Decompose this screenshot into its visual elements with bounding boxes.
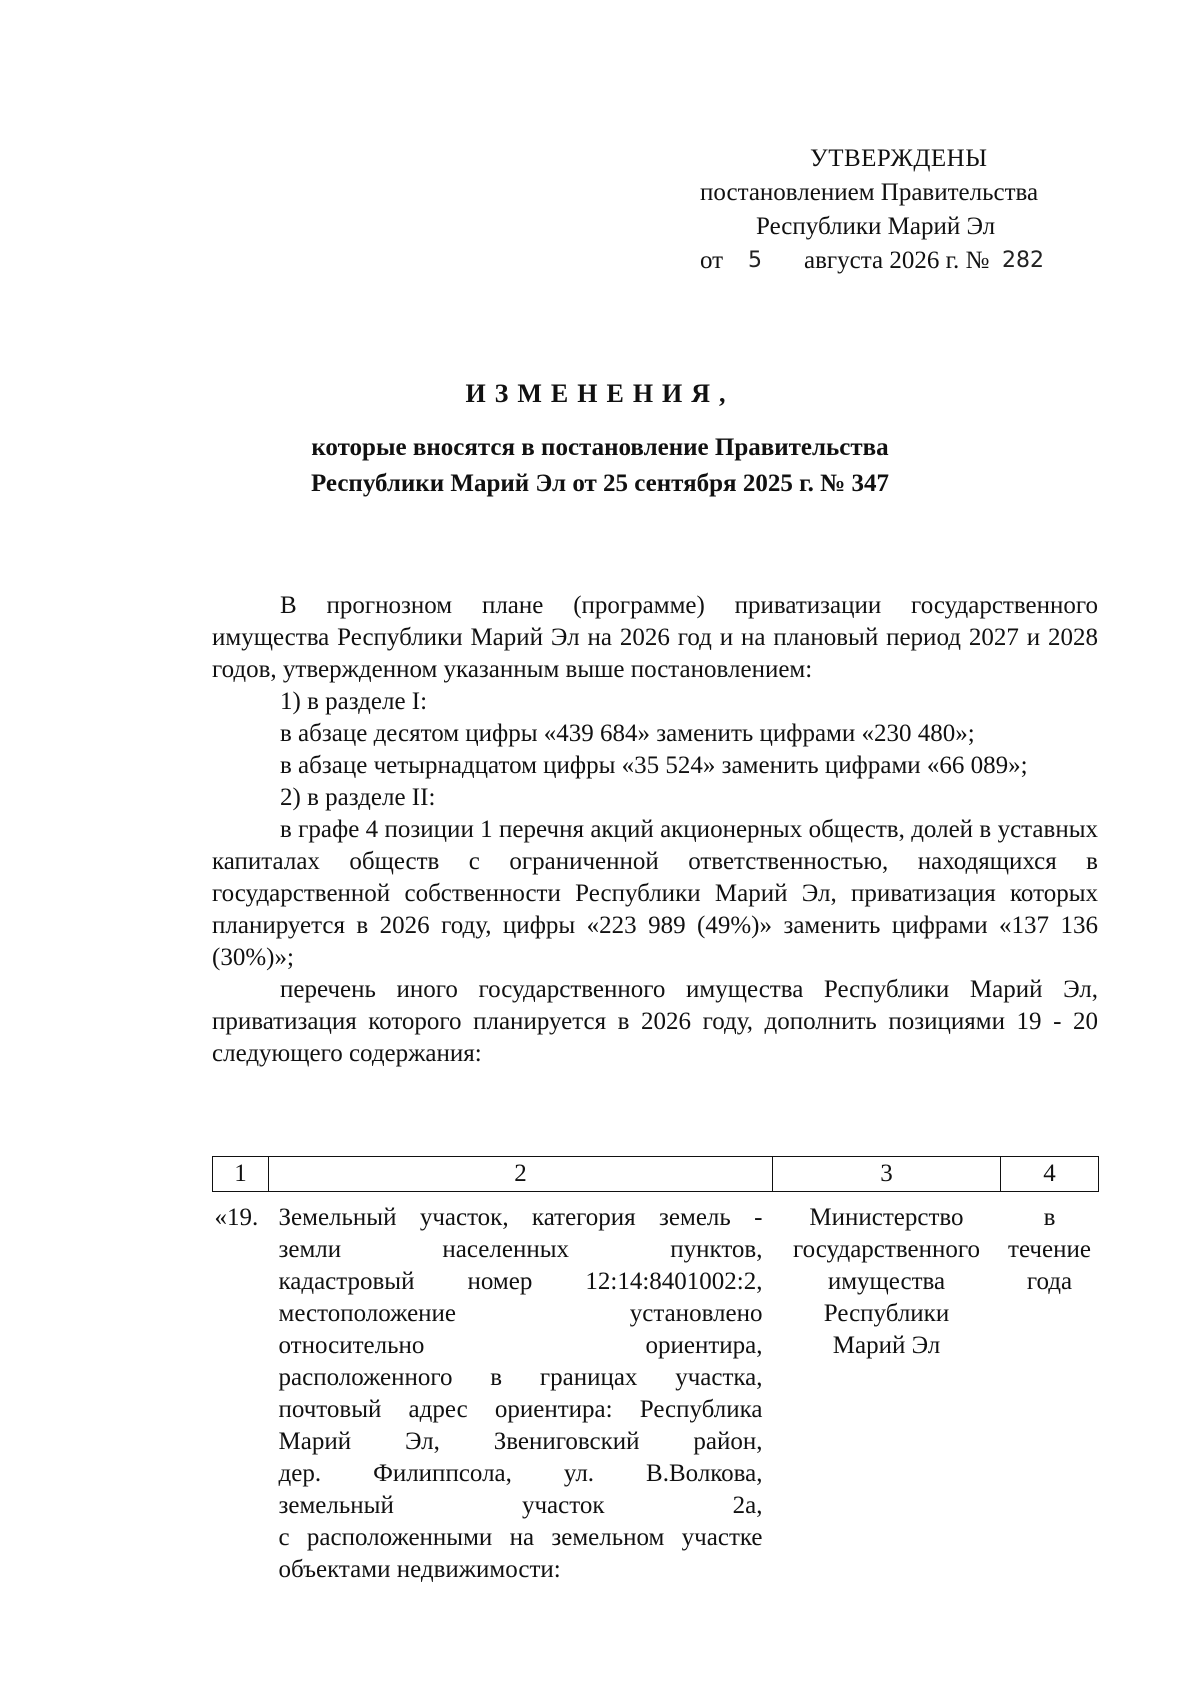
subtitle-line-2: Республики Марий Эл от 25 сентября 2025 г. № 347 [310, 470, 889, 497]
row-description [269, 1192, 773, 1587]
row-term [1001, 1192, 1099, 1587]
owner-line: государственного [793, 1236, 980, 1263]
subtitle-line-1: которые вносятся в постановление Правительства [311, 434, 889, 461]
desc-line: с расположенными на земельном участке [278, 1524, 763, 1551]
owner-line: Марий Эл [832, 1332, 941, 1359]
desc-line: почтовый адрес ориентира: Республика [278, 1396, 763, 1423]
row-owner [773, 1192, 1001, 1587]
approval-line-3: Республики Марий Эл [756, 213, 996, 240]
term-line: течение [1008, 1236, 1091, 1263]
desc-line: земли населенных пунктов, [278, 1236, 763, 1263]
header-col-3: 3 [773, 1157, 1001, 1192]
desc-line: Марий Эл, Звениговский район, [278, 1428, 763, 1455]
paragraph-change-4: перечень иного государственного имущества Республики Марий Эл, приватизация которого планируется в 2026 году, дополнить позициями 19 - 20 следующего содержания: [212, 976, 1098, 1067]
desc-line: объектами недвижимости: [278, 1556, 561, 1583]
desc-line: земельный участок 2а, [278, 1492, 763, 1519]
owner-line: имущества [827, 1268, 946, 1295]
approval-title: УТВЕРЖДЕНЫ [810, 145, 988, 172]
document-subtitle [0, 430, 1200, 502]
desc-line: расположенного в границах участка, [278, 1364, 763, 1391]
row-number: «19. [214, 1204, 259, 1231]
desc-line: кадастровый номер 12:14:8401002:2, [278, 1268, 763, 1295]
owner-line: Республики [823, 1300, 950, 1327]
date-prefix: от [700, 247, 724, 274]
paragraph-change-3: в графе 4 позиции 1 перечня акций акционерных обществ, долей в уставных капиталах обществ с ограниченной ответственностью, находящихся в государственной собственности Республики Марий Эл, приватизация которых планируется в 2026 году, цифры «223 989 (49%)» заменить цифрами «137 136 (30%)»; [212, 816, 1098, 971]
paragraph-section-2: 2) в разделе II: [280, 784, 436, 811]
document-body [212, 590, 1098, 1070]
paragraph-change-2: в абзаце четырнадцатом цифры «35 524» заменить цифрами «66 089»; [280, 752, 1028, 779]
table-header-row [213, 1157, 1099, 1192]
term-line: года [1026, 1268, 1073, 1295]
paragraph-section-1: 1) в разделе I: [280, 688, 428, 715]
paragraph-intro: В прогнозном плане (программе) приватизации государственного имущества Республики Марий Эл на 2026 год и на плановый период 2027 и 2028 годов, утвержденном указанным выше постановлением: [212, 592, 1098, 683]
approval-line-2: постановлением Правительства [700, 179, 1039, 206]
date-day: 5 [748, 248, 762, 273]
property-table [212, 1156, 1099, 1586]
paragraph-change-1: в абзаце десятом цифры «439 684» заменить цифрами «230 480»; [280, 720, 975, 747]
header-col-1: 1 [213, 1157, 269, 1192]
term-line: в [1043, 1204, 1056, 1231]
table-row [213, 1192, 1099, 1587]
desc-line: местоположение установлено [278, 1300, 763, 1327]
desc-line: Земельный участок, категория земель - [278, 1204, 763, 1231]
desc-line: дер. Филиппсола, ул. В.Волкова, [278, 1460, 763, 1487]
date-number: 282 [1002, 248, 1044, 273]
approval-date [700, 244, 1100, 278]
desc-line: относительно ориентира, [278, 1332, 763, 1359]
approval-block [700, 142, 1100, 278]
header-col-2: 2 [269, 1157, 773, 1192]
document-title: ИЗМЕНЕНИЯ, [465, 379, 735, 408]
owner-line: Министерство [809, 1204, 964, 1231]
date-rest: августа 2026 г. № [804, 247, 990, 274]
header-col-4: 4 [1001, 1157, 1099, 1192]
